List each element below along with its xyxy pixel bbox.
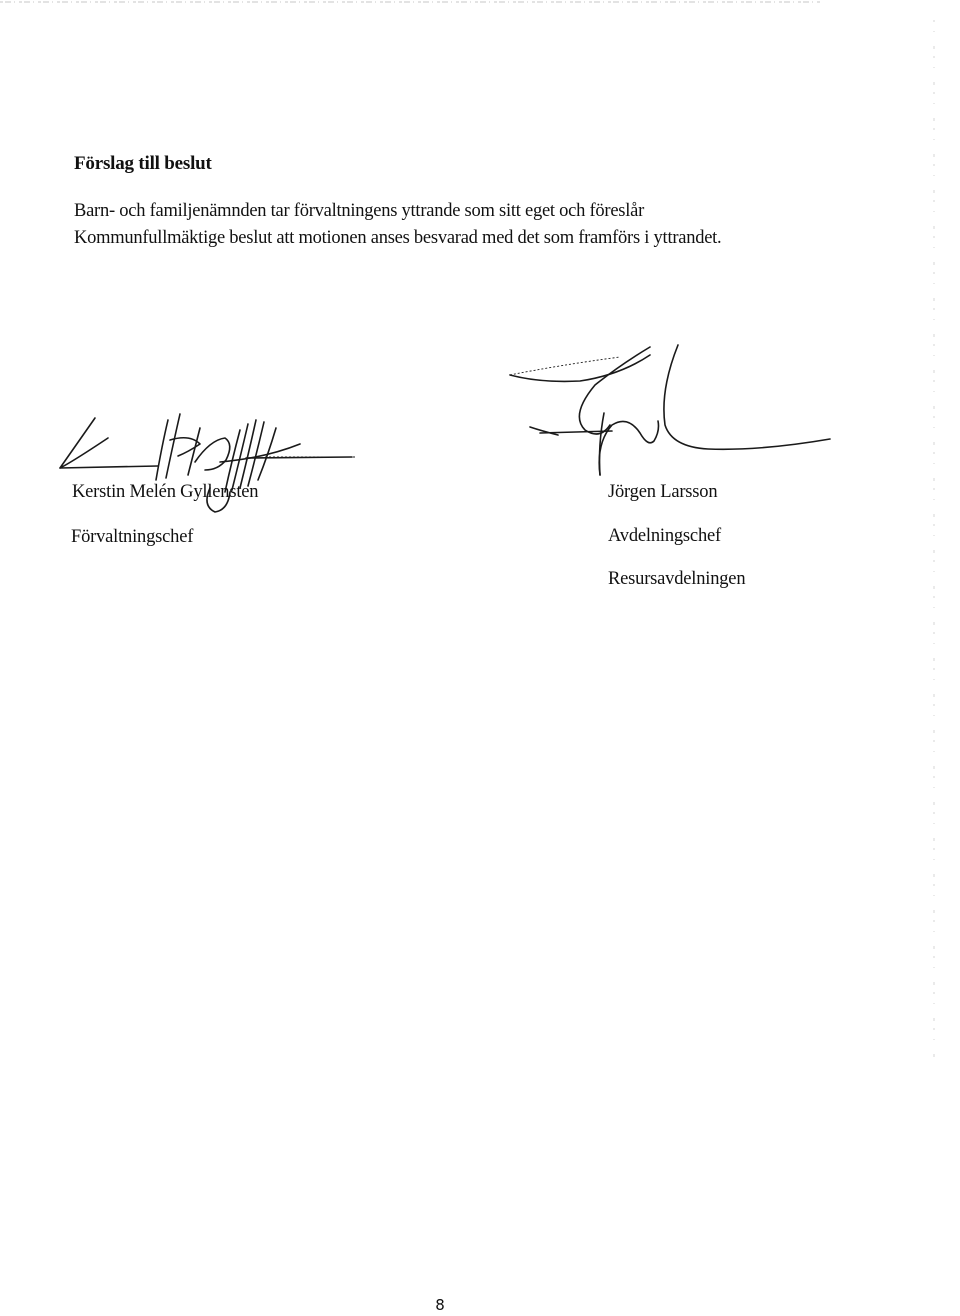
signatory-title: Förvaltningschef [71,527,194,547]
signatory-title: Avdelningschef [608,526,721,546]
page-number: 8 [435,1296,445,1314]
section-heading: Förslag till beslut [74,153,212,174]
decision-text-line: Barn- och familjenämnden tar förvaltningens yttrande som sitt eget och föreslår [74,201,645,221]
signatory-name: Jörgen Larsson [608,482,718,502]
handwritten-signature-left [50,400,370,525]
decision-text-line: Kommunfullmäktige beslut att motionen anses besvarad med det som framförs i yttrandet. [74,227,722,248]
handwritten-signature-right [500,335,845,485]
signatory-department: Resursavdelningen [608,569,746,589]
scan-edge-right [928,0,940,1316]
signatory-name: Kerstin Melén Gyllensten [72,482,259,502]
decision-text [74,198,874,251]
scan-edge-top [0,0,960,6]
